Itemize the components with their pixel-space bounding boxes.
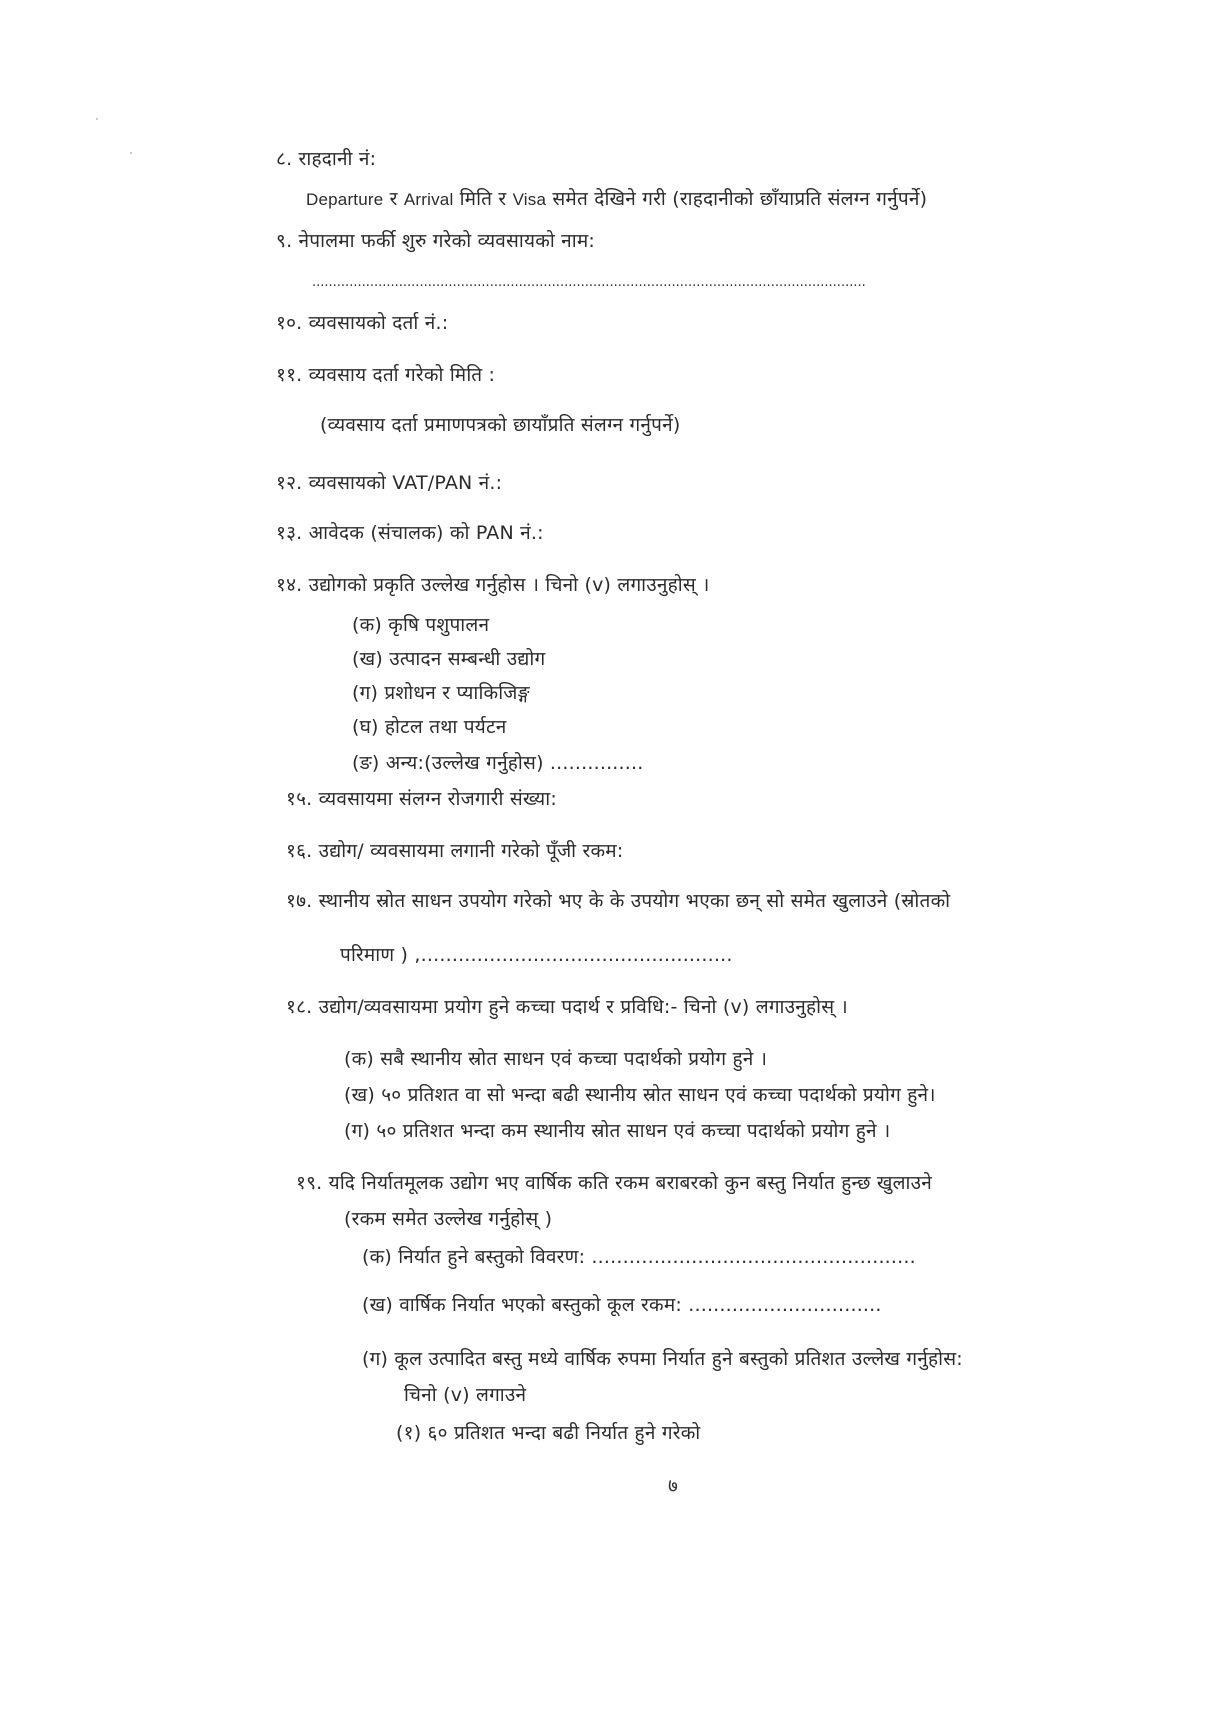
option-14-kha[interactable]: (ख) उत्पादन सम्बन्धी उद्योग <box>352 648 546 670</box>
note-text: र <box>383 188 404 210</box>
option-18-ka[interactable]: (क) सबै स्थानीय स्रोत साधन एवं कच्चा पदार्थको प्रयोग हुने । <box>344 1048 768 1070</box>
option-14-ga[interactable]: (ग) प्रशोधन र प्याकिजिङ्ग <box>352 682 530 704</box>
option-14-ka[interactable]: (क) कृषि पशुपालन <box>352 614 490 636</box>
item-19-export: १९. यदि निर्यातमूलक उद्योग भए वार्षिक कति रकम बराबरको कुन बस्तु निर्यात हुन्छ खुलाउने <box>296 1172 932 1194</box>
item-19-ga-export-percentage: (ग) कूल उत्पादित बस्तु मध्ये वार्षिक रुपमा निर्यात हुने बस्तुको प्रतिशत उल्लेख गर्नुहोस: <box>362 1348 963 1370</box>
note-text: समेत देखिने गरी (राहदानीको छाँयाप्रति संलग्न गर्नुपर्ने) <box>546 188 928 210</box>
option-14-nga[interactable]: (ङ) अन्य:(उल्लेख गर्नुहोस) ............... <box>352 752 644 774</box>
option-18-kha[interactable]: (ख) ५० प्रतिशत वा सो भन्दा बढी स्थानीय स्रोत साधन एवं कच्चा पदार्थको प्रयोग हुने। <box>344 1084 936 1106</box>
item-11-note: (व्यवसाय दर्ता प्रमाणपत्रको छायाँप्रति संलग्न गर्नुपर्ने) <box>320 414 681 436</box>
option-14-gha[interactable]: (घ) होटल तथा पर्यटन <box>352 716 507 738</box>
item-8-note <box>306 186 927 213</box>
item-18-raw-material: १८. उद्योग/व्यवसायमा प्रयोग हुने कच्चा पदार्थ र प्रविधि:- चिनो (v) लगाउनुहोस् । <box>286 996 848 1018</box>
item-17-continuation: परिमाण ) ,.................................................. <box>340 944 733 966</box>
item-8-passport-number: ८. राहदानी नं: <box>276 148 377 170</box>
option-18-ga[interactable]: (ग) ५० प्रतिशत भन्दा कम स्थानीय स्रोत साधन एवं कच्चा पदार्थको प्रयोग हुने । <box>344 1120 891 1142</box>
scan-speck <box>96 118 98 120</box>
item-17-local-resources: १७. स्थानीय स्रोत साधन उपयोग गरेको भए के के उपयोग भएका छन् सो समेत खुलाउने (स्रोतको <box>286 890 951 912</box>
item-9-business-name: ९. नेपालमा फर्की शुरु गरेको व्यवसायको नाम: <box>276 230 596 252</box>
note-text: मिति र <box>453 188 513 210</box>
item-10-registration-number: १०. व्यवसायको दर्ता नं.: <box>276 312 449 334</box>
item-13-applicant-pan: १३. आवेदक (संचालक) को PAN नं.: <box>276 522 544 544</box>
scan-speck <box>130 152 132 154</box>
item-15-employment-count: १५. व्यवसायमा संलग्न रोजगारी संख्या: <box>286 788 557 810</box>
page-number: ७ <box>668 1475 678 1497</box>
item-9-fill-line: ...................................................................................................................................... <box>312 275 866 290</box>
arrival-label: Arrival <box>403 190 454 209</box>
item-19-ga-continuation: चिनो (v) लगाउने <box>404 1384 527 1406</box>
item-19-continuation: (रकम समेत उल्लेख गर्नुहोस् ) <box>344 1208 553 1230</box>
visa-label: Visa <box>512 190 547 209</box>
item-14-industry-nature: १४. उद्योगको प्रकृति उल्लेख गर्नुहोस । चिनो (v) लगाउनुहोस् । <box>276 574 710 596</box>
item-19-kha-annual-export-amount: (ख) वार्षिक निर्यात भएको बस्तुको कूल रकम: ............................... <box>362 1294 882 1316</box>
departure-label: Departure <box>306 190 384 209</box>
item-19-ka-export-description: (क) निर्यात हुने बस्तुको विवरण: .................................................... <box>362 1246 916 1268</box>
item-11-registration-date: ११. व्यवसाय दर्ता गरेको मिति : <box>276 364 496 386</box>
item-16-capital-invested: १६. उद्योग/ व्यवसायमा लगानी गरेको पूँजी रकम: <box>286 840 624 862</box>
item-12-vat-pan: १२. व्यवसायको VAT/PAN नं.: <box>276 472 503 494</box>
option-19-ga-1[interactable]: (१) ६० प्रतिशत भन्दा बढी निर्यात हुने गरेको <box>396 1422 701 1444</box>
